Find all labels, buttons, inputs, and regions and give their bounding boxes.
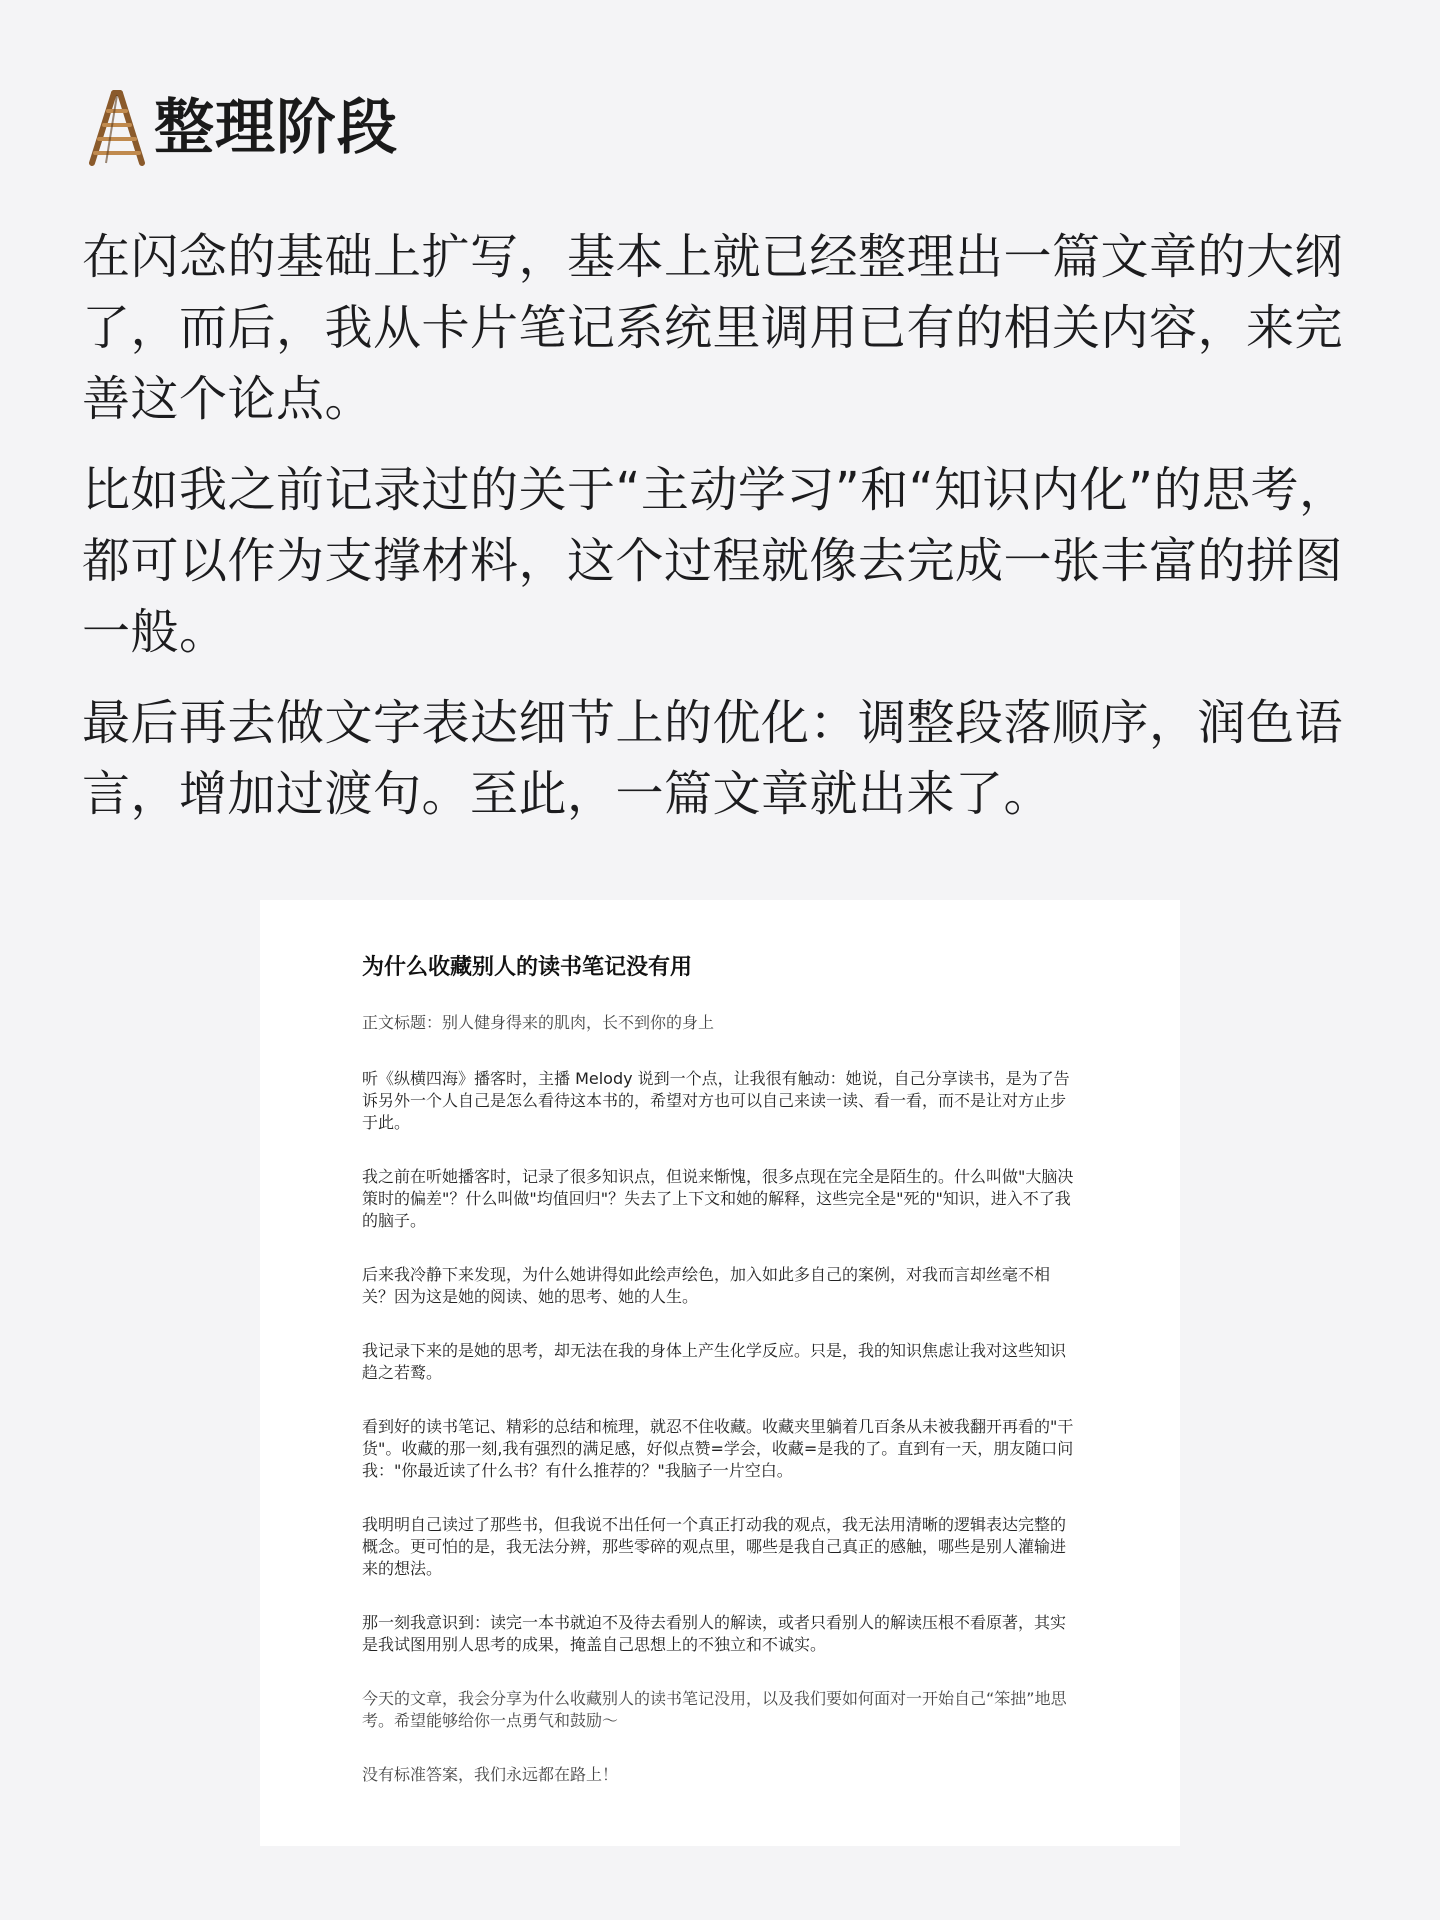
article-paragraph: 我明明自己读过了那些书，但我说不出任何一个真正打动我的观点，我无法用清晰的逻辑表达完整的概念。更可怕的是，我无法分辨，那些零碎的观点里，哪些是我自己真正的感触，哪些是别人灌输进来的想法。: [362, 1515, 1067, 1578]
section-heading: [84, 86, 398, 170]
article-paragraph: 我记录下来的是她的思考，却无法在我的身体上产生化学反应。只是，我的知识焦虑让我对这些知识趋之若鹜。: [362, 1341, 1067, 1382]
intro-paragraph: 最后再去做文字表达细节上的优化：调整段落顺序，润色语言，增加过渡句。至此，一篇文章就出来了。: [82, 695, 1344, 822]
intro-text: [82, 222, 1362, 850]
article-paragraph: 看到好的读书笔记、精彩的总结和梳理，就忍不住收藏。收藏夹里躺着几百条从未被我翻开再看的"干货"。收藏的那一刻,我有强烈的满足感，好似点赞=学会，收藏=是我的了。直到有一天，朋友随口问我："你最近读了什么书？有什么推荐的？"我脑子一片空白。: [362, 1417, 1074, 1480]
article-screenshot-card: [260, 900, 1180, 1846]
article-closing: 没有标准答案，我们永远都在路上！: [362, 1765, 619, 1784]
article-paragraph: 今天的文章，我会分享为什么收藏别人的读书笔记没用，以及我们要如何面对一开始自己“笨拙”地思考。希望能够给你一点勇气和鼓励～: [362, 1689, 1067, 1730]
ladder-icon: [84, 89, 148, 167]
article-content: [362, 952, 1080, 1818]
article-title: 为什么收藏别人的读书笔记没有用: [362, 955, 693, 980]
article-paragraph: 听《纵横四海》播客时，主播 Melody 说到一个点，让我很有触动：她说，自己分享读书，是为了告诉另外一个人自己是怎么看待这本书的，希望对方也可以自己来读一读、看一看，而不是让对方止步于此。: [362, 1069, 1070, 1132]
article-paragraph: 我之前在听她播客时，记录了很多知识点，但说来惭愧，很多点现在完全是陌生的。什么叫做"大脑决策时的偏差"？什么叫做"均值回归"？失去了上下文和她的解释，这些完全是"死的"知识，进入不了我的脑子。: [362, 1167, 1074, 1230]
page-title: 整理阶段: [154, 93, 398, 163]
article-paragraph: 后来我冷静下来发现，为什么她讲得如此绘声绘色，加入如此多自己的案例，对我而言却丝毫不相关？因为这是她的阅读、她的思考、她的人生。: [362, 1265, 1051, 1306]
intro-paragraph: 在闪念的基础上扩写，基本上就已经整理出一篇文章的大纲了，而后，我从卡片笔记系统里调用已有的相关内容，来完善这个论点。: [82, 229, 1344, 427]
article-subtitle: 正文标题：别人健身得来的肌肉，长不到你的身上: [362, 1013, 715, 1032]
article-paragraph: 那一刻我意识到：读完一本书就迫不及待去看别人的解读，或者只看别人的解读压根不看原著，其实是我试图用别人思考的成果，掩盖自己思想上的不独立和不诚实。: [362, 1613, 1067, 1654]
intro-paragraph: 比如我之前记录过的关于“主动学习”和“知识内化”的思考，都可以作为支撑材料，这个过程就像去完成一张丰富的拼图一般。: [82, 462, 1348, 660]
